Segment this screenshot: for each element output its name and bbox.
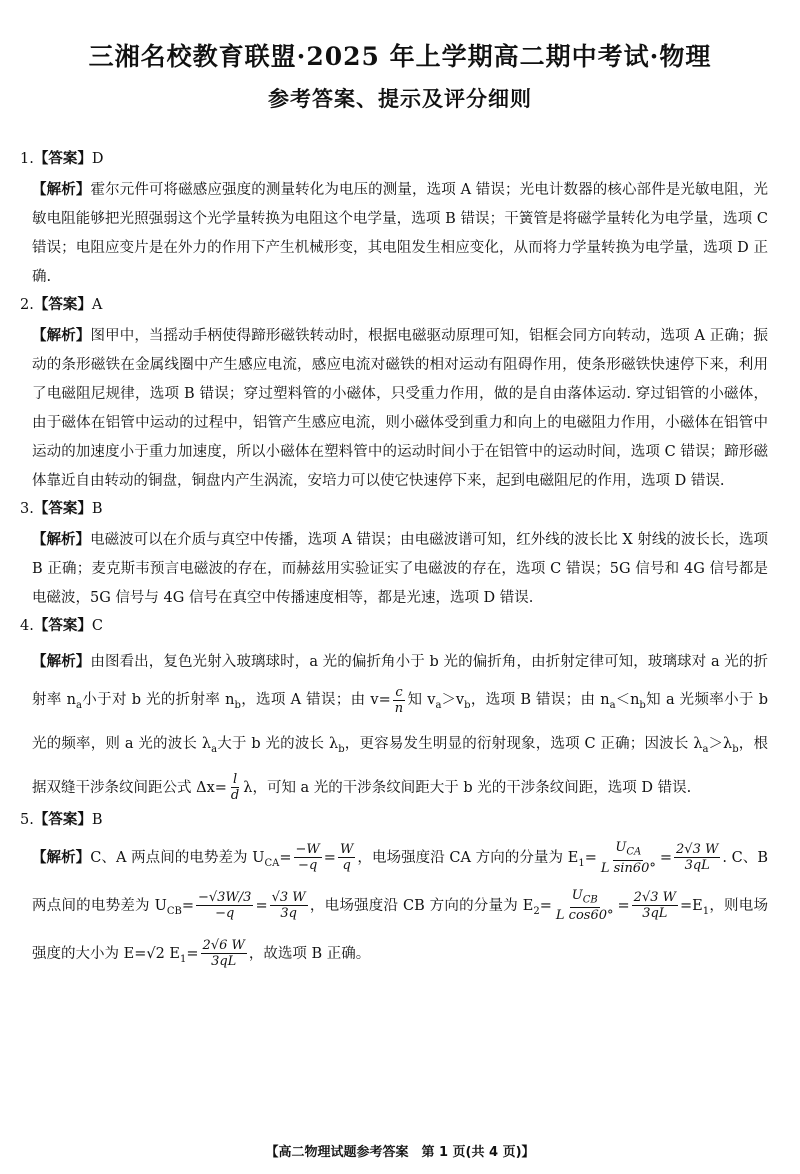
fraction-neg-w-over-neg-q: $\frac{-W}{-q}$ <box>295 842 320 874</box>
question-2-answer: 2.【答案】A <box>20 297 103 313</box>
fraction-ucb-expression: $\frac{-√3W/3}{-q}$ <box>197 890 252 922</box>
question-3 <box>20 498 768 613</box>
fraction-ucb-over-lcos: $\frac{U_{CB}}{\text{L cos60°}}$ <box>555 887 614 924</box>
fraction-e1-value: $\frac{2√3 W}{3qL}$ <box>676 842 719 874</box>
question-1-analysis: 【解析】霍尔元件可将磁感应强度的测量转化为电压的测量，选项 A 错误；光电计数器的核心部件是光敏电阻，光敏电阻能够把光照强弱这个光学量转换为电阻这个电学量，选项 B 错误；干簧管是将磁学量转化为电学量，选项 C 错误；电阻应变片是在外力的作用下产生机械形变，其电阻发生相应变化，从而将力学量转换为电学量，选项 D 正确. <box>32 182 769 285</box>
fraction-e-value: $\frac{2√6 W}{3qL}$ <box>202 938 245 970</box>
page-subtitle: 参考答案、提示及评分细则 <box>268 86 532 111</box>
question-4 <box>20 615 768 807</box>
fraction-c-over-n: $\frac{c}{n}$ <box>394 684 404 716</box>
question-4-answer: 4.【答案】C <box>20 618 103 634</box>
question-1-answer: 1.【答案】D <box>20 151 104 167</box>
fraction-w-over-q: $\frac{W}{q}$ <box>339 842 354 874</box>
page-footer: 【高二物理试题参考答案 第 1 页(共 4 页)】 <box>265 1145 535 1160</box>
fraction-e2-value: $\frac{2√3 W}{3qL}$ <box>633 890 676 922</box>
question-5-answer: 5.【答案】B <box>20 811 103 828</box>
fraction-ucb-value: $\frac{√3 W}{3q}$ <box>271 890 306 922</box>
question-3-answer: 3.【答案】B <box>20 501 103 517</box>
fraction-l-over-d: $\frac{l}{d}$ <box>230 772 240 804</box>
question-5-analysis: 【解析】C、A 两点间的电势差为 $U_{CA}=$ $\frac{-W}{-q}$ = $\frac{W}{q}$ ，电场强度沿 CA 方向的分量为 $E_1=$ $\frac{U_{CA}}{\text{L sin60°}}$ = $\frac{2√3 W}{3qL}$ . C、B 两点间的电势差为 $U_{CB}=$ $\frac{-√3W/3}{-q}$ = $\frac{√3 W}{3q}$ ，电场强度沿 CB 方向的分量为 $E_2=$ $\frac{U_{CB}}{\text{L cos60°}}$ = $\frac{2√3 W}{3qL}$ $=E_1$，则电场强度的大小为 E=√2 $E_1=$ $\frac{2√6 W}{3qL}$ ，故选项 B 正确。 <box>32 839 768 970</box>
fraction-uca-over-lsin: $\frac{U_{CA}}{\text{L sin60°}}$ <box>600 839 656 876</box>
question-2-analysis: 【解析】图甲中，当摇动手柄使得蹄形磁铁转动时，根据电磁驱动原理可知，铝框会同方向转动，选项 A 正确；振动的条形磁铁在金属线圈中产生感应电流，感应电流对磁铁的相对运动有阻碍作用，使条形磁铁快速停下来，利用了电磁阻尼规律，选项 B 错误；穿过塑料管的小磁体，只受重力作用，做的是自由落体运动. 穿过铝管的小磁体，由于磁体在铝管中运动的过程中，铝管产生感应电流，则小磁体受到重力和向上的电磁阻力作用，小磁体在铝管中运动的加速度小于重力加速度，所以小磁体在塑料管中的运动时间小于在铝管中的运动时间，选项 C 错误；蹄形磁体靠近自由转动的铜盘，铜盘内产生涡流，安培力可以使它快速停下来，起到电磁阻尼的作用，选项 D 错误. <box>32 328 769 489</box>
question-3-analysis: 【解析】电磁波可以在介质与真空中传播，选项 A 错误；由电磁波谱可知，红外线的波长比 X 射线的波长长，选项 B 正确；麦克斯韦预言电磁波的存在，而赫兹用实验证实了电磁波的存在，选项 C 错误；5G 信号和 4G 信号都是电磁波，5G 信号与 4G 信号在真空中传播速度相等，都是光速，选项 D 错误. <box>32 532 768 606</box>
question-2 <box>20 294 769 496</box>
question-4-analysis: 【解析】由图看出，复色光射入玻璃球时，a 光的偏折角小于 b 光的偏折角，由折射定律可知，玻璃球对 a 光的折射率 $n_a$小于对 b 光的折射率 $n_b$，选项 A 错误；由 v= $\frac{c}{n}$ 知 $v_a>v_b$，选项 B 错误；由 $n_a<n_b$知 a 光频率小于 b 光的频率，则 a 光的波长 $\lambda_a$大于 b 光的波长 $\lambda_b$，更容易发生明显的衍射现象，选项 C 正确；因波长 $\lambda_a>\lambda_b$，根据双缝干涉条纹间距公式 Δx= $\frac{l}{d}$ λ，可知 a 光的干涉条纹间距大于 b 光的干涉条纹间距，选项 D 错误. <box>32 654 768 804</box>
question-5 <box>20 809 768 981</box>
page-title: 三湘名校教育联盟·2025 年上学期高二期中考试·物理 <box>88 42 712 71</box>
question-1 <box>20 148 769 292</box>
